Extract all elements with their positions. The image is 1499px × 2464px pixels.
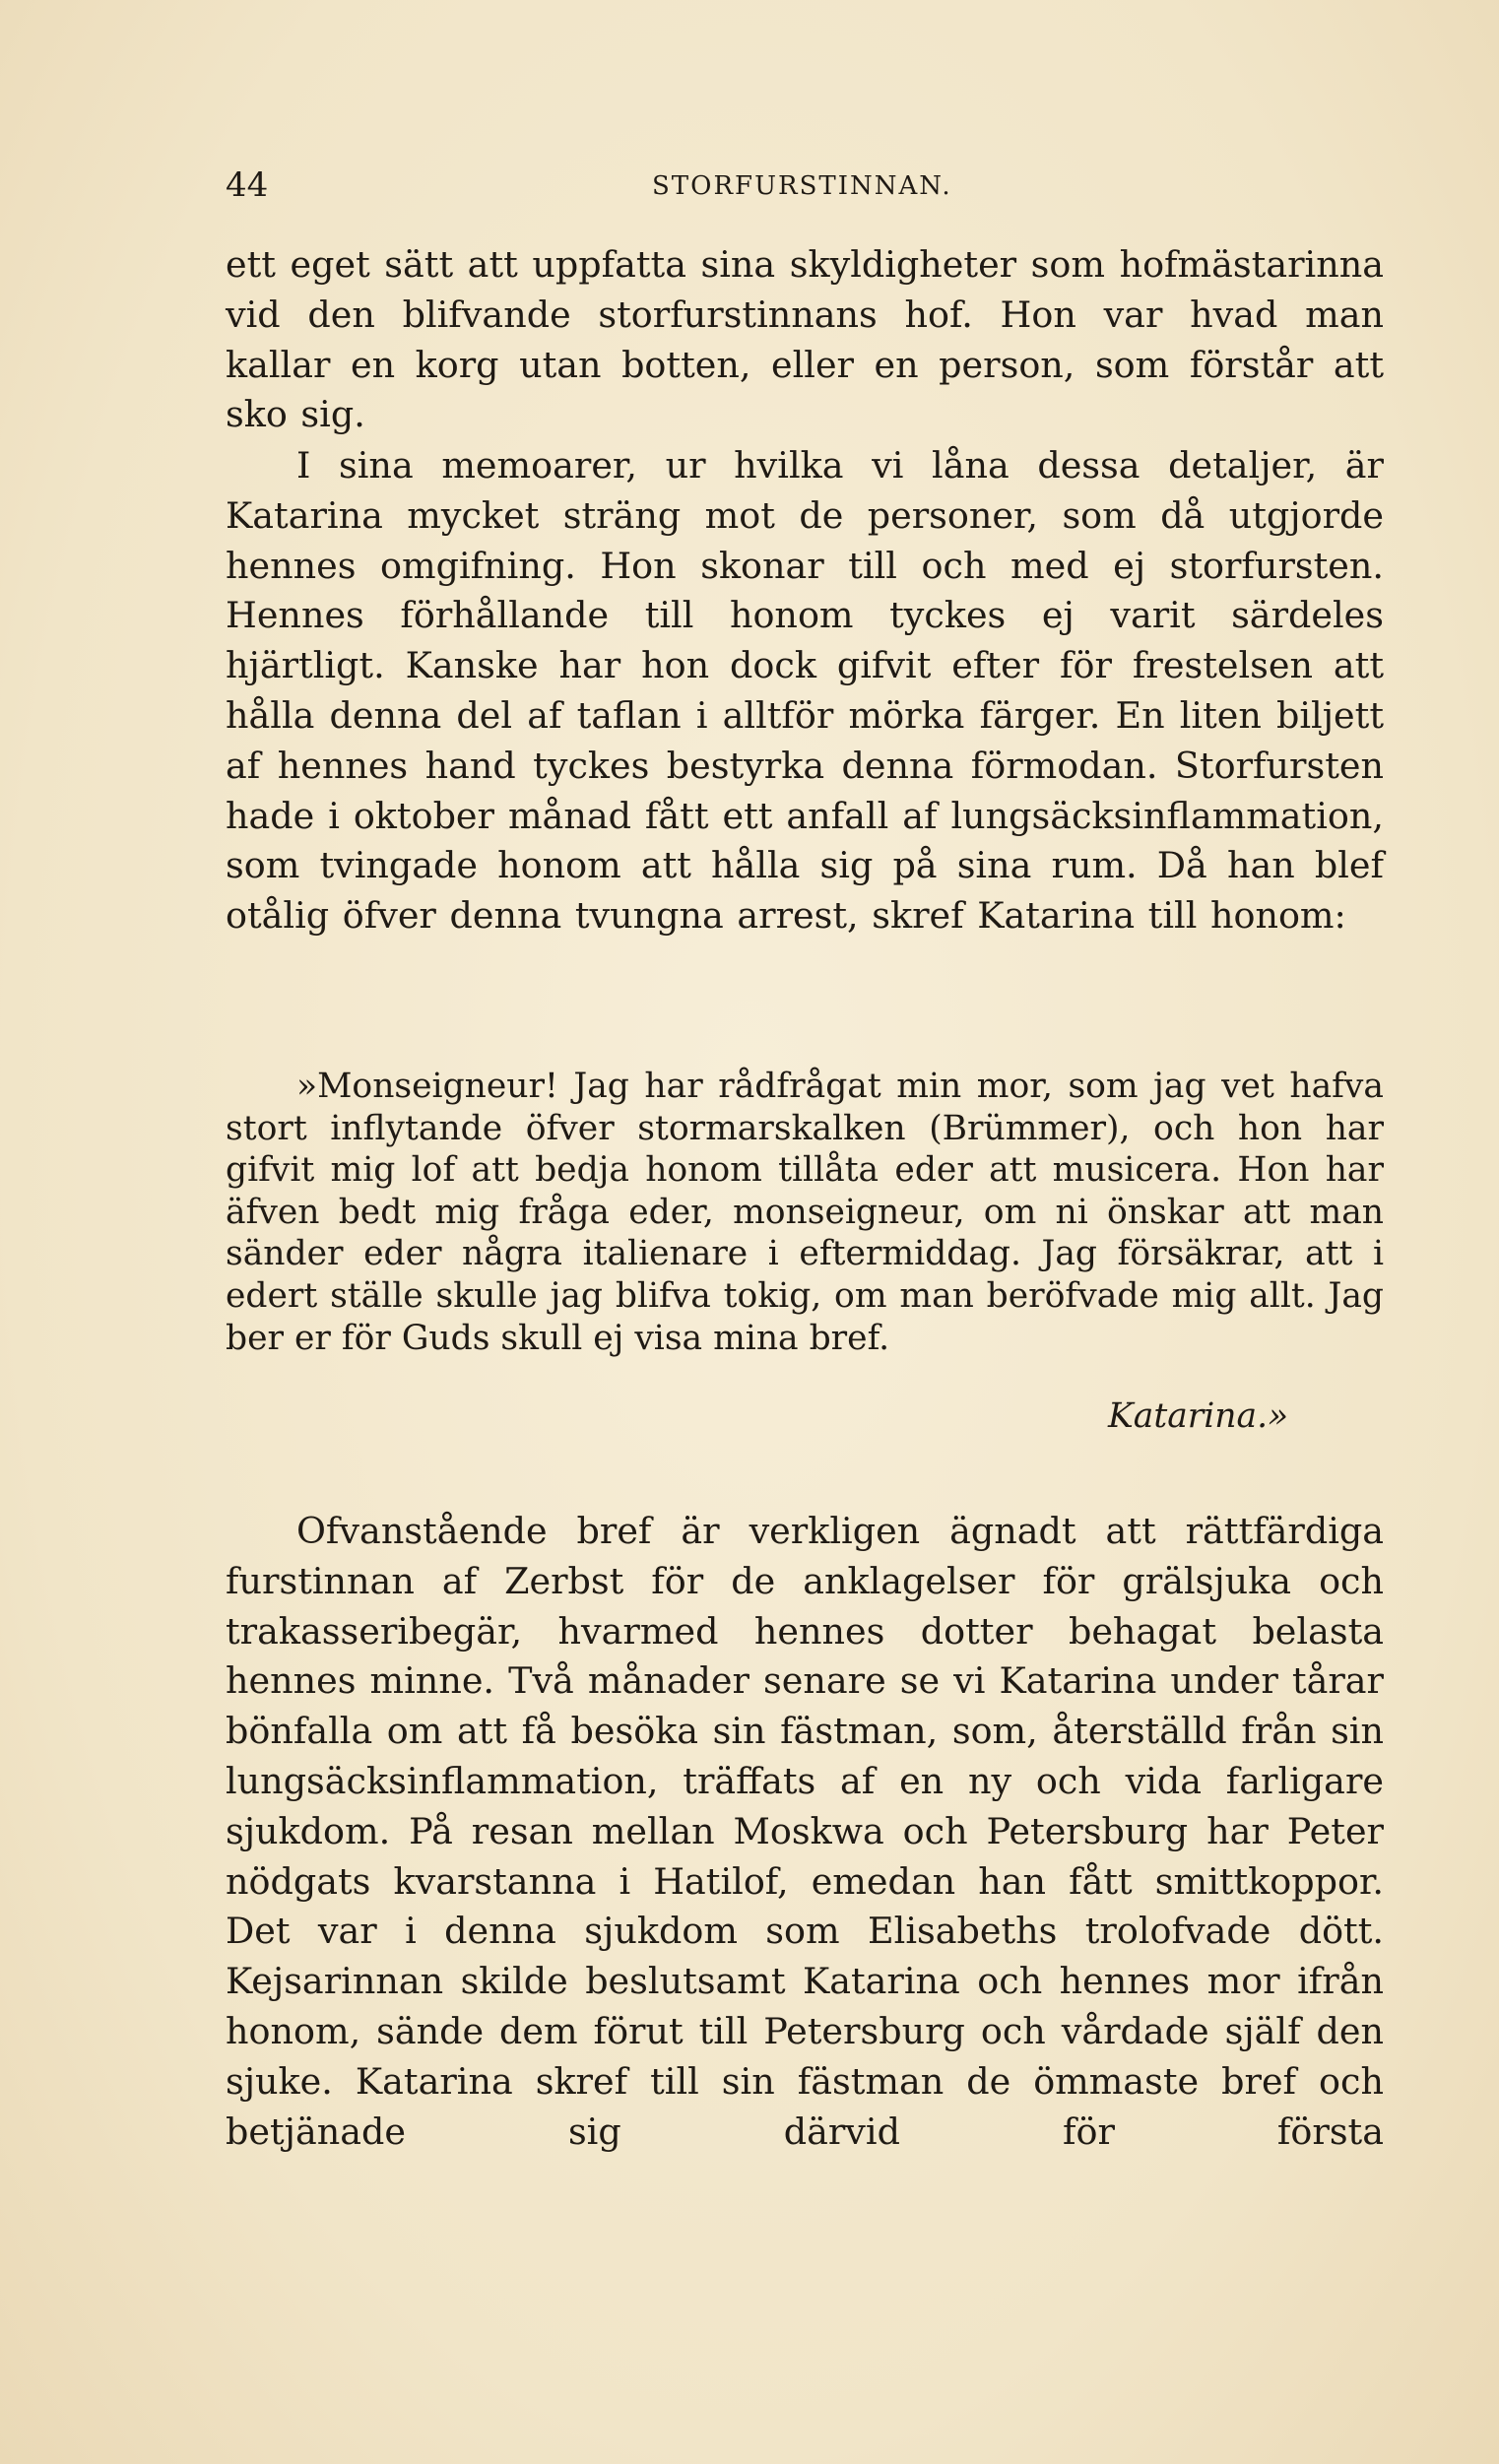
- paragraph-2: I sina memoarer, ur hvilka vi låna dessa detaljer, är Katarina mycket sträng mot de personer, som då utgjorde hennes omgifning. Hon skonar till och med ej storfursten. Hennes förhållande till honom tyckes ej varit särdeles hjärtligt. Kanske har hon dock gifvit efter för frestelsen att hålla denna del af taflan i alltför mörka färger. En liten biljett af hennes hand tyckes bestyrka denna förmodan. Storfursten hade i oktober månad fått ett anfall af lungsäcksinflammation, som tvingade honom att hålla sig på sina rum. Då han blef otålig öfver denna tvungna arrest, skref Katarina till honom:: [226, 444, 1384, 938]
- page-number: 44: [226, 165, 269, 205]
- paragraph-3: Ofvanstående bref är verkligen ägnadt att rättfärdiga furstinnan af Zerbst för de anklagelser för grälsjuka och trakasseribegär, hvarmed hennes dotter behagat belasta hennes minne. Två månader senare se vi Katarina under tårar bönfalla om att få besöka sin fästman, som, återställd från sin lungsäcksinflammation, träffats af en ny och vida farligare sjukdom. På resan mellan Moskwa och Petersburg har Peter nödgats kvarstanna i Hatilof, emedan han fått smittkoppor. Det var i denna sjukdom som Elisabeths trolofvade dött. Kejsarinnan skilde beslutsamt Katarina och hennes mor ifrån honom, sände dem förut till Petersburg och vårdade själf den sjuke. Katarina skref till sin fästman de ömmaste bref och betjänade sig därvid för första: [226, 1510, 1384, 2153]
- paragraph-3-block: [226, 1507, 1384, 2157]
- letter-signature: Katarina.»: [1108, 1396, 1289, 1436]
- running-head: STORFURSTINNAN.: [652, 171, 952, 201]
- paragraph-1-block: [226, 240, 1384, 440]
- paragraph-2-block: [226, 441, 1384, 941]
- quoted-letter: »Monseigneur! Jag har rådfrågat min mor, som jag vet hafva stort inflytande öfver stormarskalken (Brümmer), och hon har gifvit mig lof att bedja honom tillåta eder att musicera. Hon har äfven bedt mig fråga eder, monseigneur, om ni önskar att man sänder eder några italienare i eftermiddag. Jag försäkrar, att i edert ställe skulle jag blifva tokig, om man beröfvade mig allt. Jag ber er för Guds skull ej visa mina bref.: [226, 1067, 1384, 1358]
- paragraph-1: ett eget sätt att uppfatta sina skyldigheter som hofmästarinna vid den blifvande storfurstinnans hof. Hon var hvad man kallar en korg utan botten, eller en person, som förstår att sko sig.: [226, 243, 1384, 436]
- quoted-letter-block: [226, 1066, 1384, 1359]
- page-header: [226, 165, 1407, 213]
